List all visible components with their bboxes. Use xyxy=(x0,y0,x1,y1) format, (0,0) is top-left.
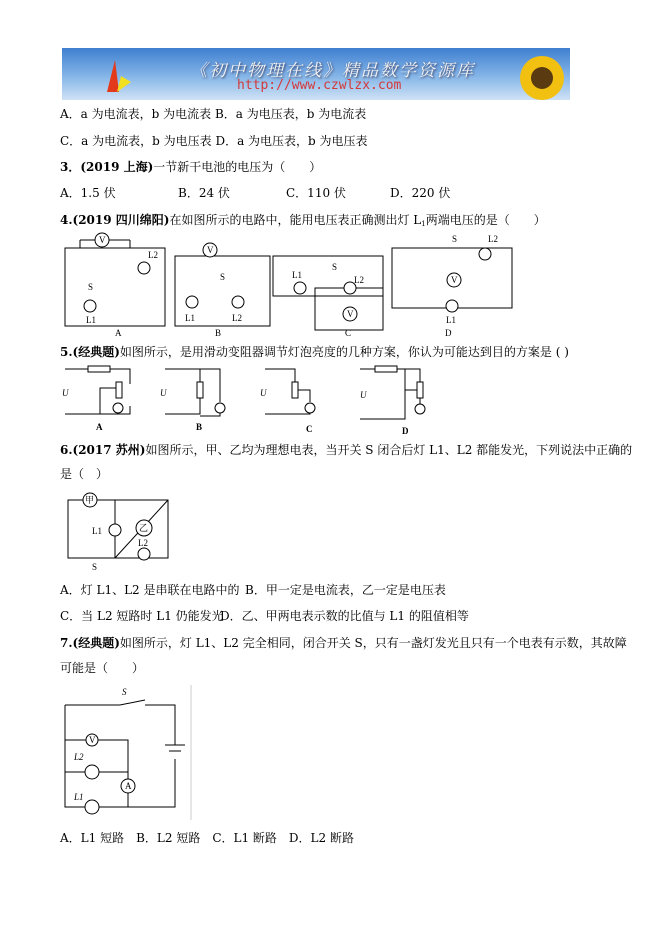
q4-label-a: A xyxy=(115,328,122,338)
q7-stem-cont: 可能是（ ） xyxy=(60,661,145,675)
logo-icon xyxy=(97,56,137,96)
q4d-voltmeter-label: V xyxy=(451,275,458,285)
q5-circuit-diagrams xyxy=(60,364,440,436)
q4d-l2-label: L2 xyxy=(488,234,498,244)
q4-text: 在如图所示的电路中，能用电压表正确测出灯 L xyxy=(169,213,422,227)
q6-yi-label: 乙 xyxy=(139,523,149,533)
q5-label-a: A xyxy=(96,422,103,432)
q7-ammeter-label: A xyxy=(125,781,132,791)
q4-text-end: 两端电压的是（ ） xyxy=(425,213,546,227)
q6-text: 如图所示，甲、乙均为理想电表，当开关 S 闭合后灯 L1、L2 都能发光，下列说法中正确的 xyxy=(145,443,633,457)
q5-label-d: D xyxy=(402,426,409,436)
q4a-switch-label: S xyxy=(88,282,94,292)
q6-switch-label: S xyxy=(92,562,98,570)
q3-option-c: C．110 伏 xyxy=(286,186,346,200)
q3-source: (2019 上海) xyxy=(80,160,154,174)
sunflower-icon xyxy=(502,48,570,100)
q7-l2-label: L2 xyxy=(74,752,84,762)
q6-option-b: B．甲一定是电流表，乙一定是电压表 xyxy=(245,583,446,597)
q5-label-b: B xyxy=(196,422,203,432)
q6-stem-cont: 是（ ） xyxy=(60,467,109,481)
q4b-l1-label: L1 xyxy=(185,313,195,323)
q7-text: 如图所示，灯 L1、L2 完全相同，闭合开关 S，只有一盏灯发光且只有一个电表有示数，其故障 xyxy=(119,636,627,650)
q7-l1-label: L1 xyxy=(74,792,84,802)
q3-option-b: B．24 伏 xyxy=(178,186,230,200)
q6-option-d: D．乙、甲两电表示数的比值与 L1 的阻值相等 xyxy=(220,609,469,623)
q5a-u-label: U xyxy=(62,388,69,398)
q3-text: 一节新干电池的电压为（ ） xyxy=(153,160,322,174)
q6-number: 6. xyxy=(60,443,73,457)
q4c-l1-label: L1 xyxy=(292,270,302,280)
q5b-u-label: U xyxy=(160,388,167,398)
q7-switch-label: S xyxy=(122,687,127,697)
q5-text: 如图所示，是用滑动变阻器调节灯泡亮度的几种方案，你认为可能达到目的方案是 ( ) xyxy=(119,345,569,359)
banner-title: 《初中物理在线》精品数学资源库 xyxy=(190,61,475,81)
q5-number: 5. xyxy=(60,345,73,359)
q7-options: A．L1 短路 B．L2 短路 C．L1 断路 D．L2 断路 xyxy=(60,831,354,845)
q6-jia-label: 甲 xyxy=(85,495,95,505)
q4-number: 4. xyxy=(60,213,73,227)
q2-options-cd: C．a 为电流表，b 为电压表 D．a 为电压表，b 为电压表 xyxy=(60,134,368,148)
q4a-voltmeter-label: V xyxy=(99,235,106,245)
q7-number: 7. xyxy=(60,636,73,650)
q4c-switch-label: S xyxy=(332,262,338,272)
q4-label-d: D xyxy=(445,328,452,338)
site-banner xyxy=(62,48,570,100)
q4-label-b: B xyxy=(215,328,222,338)
q4a-l2-label: L2 xyxy=(148,250,158,260)
q6-source: (2017 苏州) xyxy=(72,443,146,457)
q4b-switch-label: S xyxy=(220,272,226,282)
q6-circuit-diagram xyxy=(60,490,180,570)
q3-stem xyxy=(60,159,321,175)
q7-source: (经典题) xyxy=(72,636,120,650)
q3-option-d: D．220 伏 xyxy=(390,186,451,200)
q6-l2-label: L2 xyxy=(138,538,148,548)
q4c-voltmeter-label: V xyxy=(347,309,354,319)
q7-voltmeter-label: V xyxy=(89,735,96,745)
q6-option-a: A．灯 L1、L2 是串联在电路中的 xyxy=(60,583,240,597)
q3-option-a: A．1.5 伏 xyxy=(60,186,116,200)
q6-stem xyxy=(60,442,632,458)
q5d-u-label: U xyxy=(360,390,367,400)
q5-stem xyxy=(60,344,569,360)
q3-number: 3． xyxy=(60,160,81,174)
q4c-l2-label: L2 xyxy=(354,275,364,285)
q4-circuit-diagrams xyxy=(60,228,520,340)
q7-circuit-diagram xyxy=(60,685,195,823)
q4-sub: 1 xyxy=(421,220,426,228)
q4-source: (2019 四川绵阳) xyxy=(72,213,170,227)
q5-source: (经典题) xyxy=(72,345,120,359)
q2-options-ab: A．a 为电流表，b 为电流表 B．a 为电压表，b 为电流表 xyxy=(60,107,367,121)
q4b-l2-label: L2 xyxy=(232,313,242,323)
q5c-u-label: U xyxy=(260,388,267,398)
q7-stem xyxy=(60,635,627,651)
q6-option-c: C．当 L2 短路时 L1 仍能发光 xyxy=(60,609,224,623)
q5-label-c: C xyxy=(306,424,313,434)
q4-label-c: C xyxy=(345,328,352,338)
q4b-voltmeter-label: V xyxy=(207,245,214,255)
q4d-l1-label: L1 xyxy=(446,315,456,325)
q6-l1-label: L1 xyxy=(92,526,102,536)
banner-url: http://www.czwlzx.com xyxy=(237,78,402,93)
q4a-l1-label: L1 xyxy=(86,315,96,325)
q4d-switch-label: S xyxy=(452,234,458,244)
